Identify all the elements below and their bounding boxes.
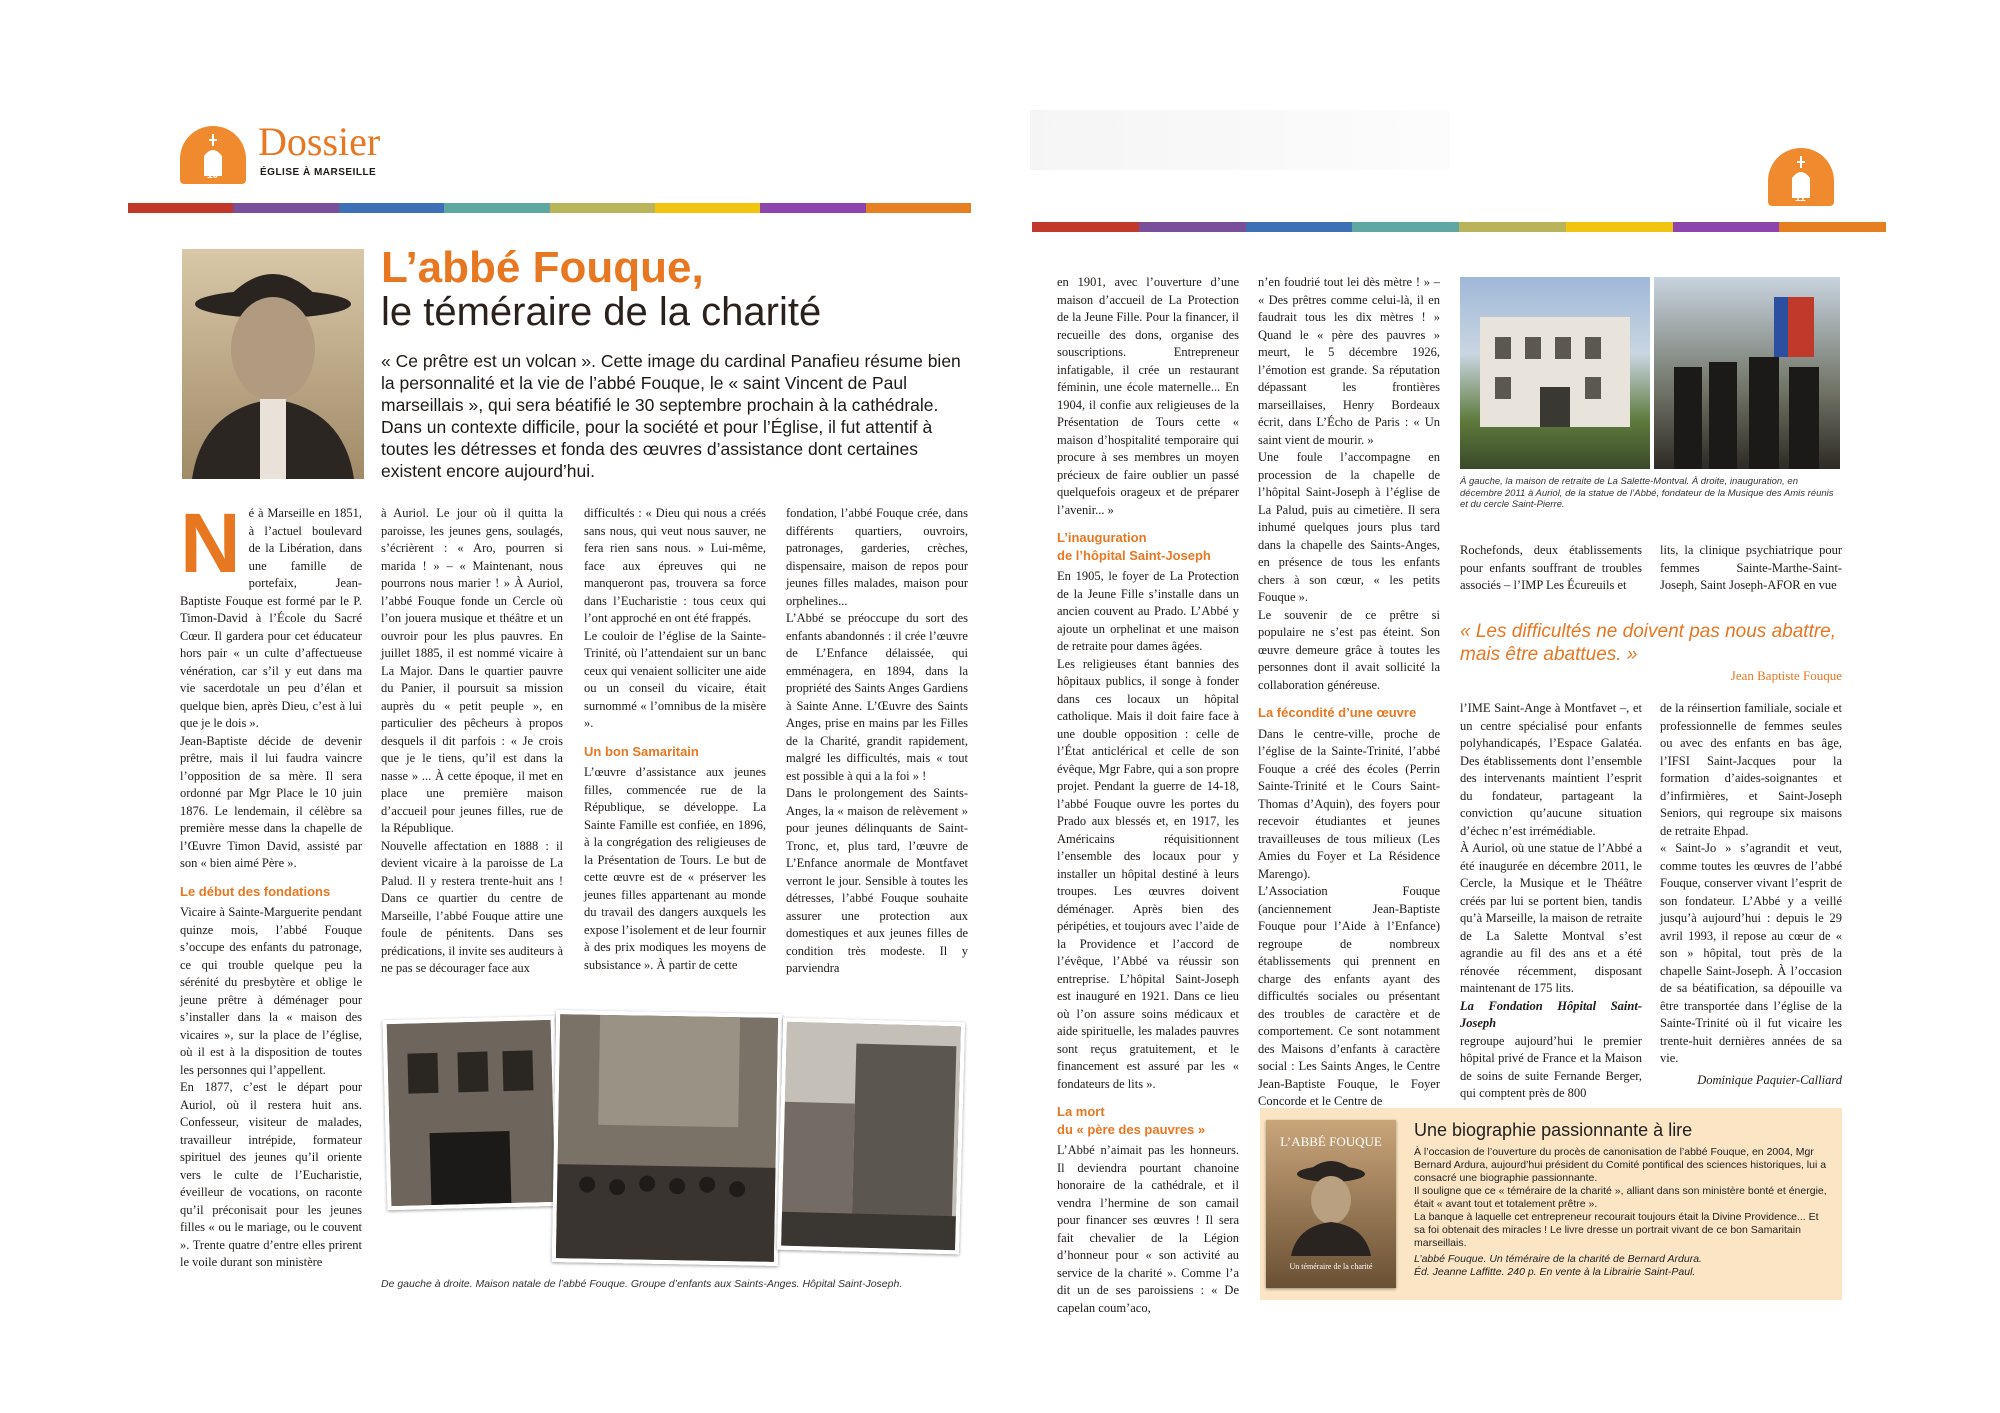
paragraph: Vicaire à Sainte-Marguerite pendant quinze mois, l’abbé Fouque s’occupe des enfants du patronage, ce qui trouble quelque peu la sérénité du presbytère et oblige le jeune prêtre à déménager pour s’installer dans la « maison des vicaires », sur la place de l’église, où il est à la disposition de toutes les personnes qui l’appellent.: [180, 905, 362, 1077]
book-cover-title: L’ABBÉ FOUQUE: [1280, 1134, 1382, 1149]
paragraph: lits, la clinique psychiatrique pour femmes Sainte-Marthe-Saint-Joseph, Saint Joseph-AFOR en vue: [1660, 543, 1842, 592]
subheading-line: du « père des pauvres »: [1057, 1121, 1206, 1137]
paragraph: é à Marseille en 1851, à l’actuel boulevard de la Libération, dans une famille de portefaix, Jean-Baptiste Fouque est formé par le P. Timon-David à l’École du Sacré Cœur. Il gardera pour cet éducateur hors pair « un culte d’affectueuse vénération, car s’il y eut dans ma vie sacerdotale un peu d’élan et quelque bien, après Dieu, c’est à lui que je le dois ».: [180, 506, 362, 730]
right-column-3: [1460, 700, 1642, 1103]
book-cover-subtitle: Un téméraire de la charité: [1289, 1262, 1373, 1271]
article-title-line2: le téméraire de la charité: [381, 290, 822, 334]
paragraph: L’Abbé se préoccupe du sort des enfants abandonnés : il crée l’œuvre de L’Enfance délaissée, qui emménagera, en 1894, dans la propriété des Saints Anges Gardiens à Sainte Anne. L’Œuvre des Saints Anges, prise en mains par les Filles de la Charité, grandit rapidement, malgré les difficultés, mais « tout est possible à qui a la foi » !: [786, 611, 968, 783]
paragraph: difficultés : « Dieu qui nous a créés sans nous, qui veut nous sauver, ne fera rien sans nous. » Lui-même, face aux épreuves qui ne manqueront pas, trouvera sa force dans l’Eucharistie : tous ceux qui l’ont approché en ont été frappés.: [584, 506, 766, 625]
paragraph: Le souvenir de ce prêtre si populaire ne s’est pas éteint. Son œuvre demeure grâce à toutes les personnes dont il avait sollicité la collaboration généreuse.: [1258, 607, 1440, 692]
faded-header: [1030, 110, 1450, 170]
box-reference: L’abbé Fouque. Un téméraire de la charité de Bernard Ardura.: [1414, 1253, 1702, 1265]
quote-author: Jean Baptiste Fouque: [1730, 668, 1842, 683]
photo-caption: De gauche à droite. Maison natale de l’abbé Fouque. Groupe d’enfants aux Saints-Anges. Hôpital Saint-Joseph.: [381, 1278, 903, 1290]
left-column-2: [381, 505, 563, 978]
subheading: La fécondité d’une œuvre: [1258, 705, 1417, 720]
paragraph: Rochefonds, deux établissements pour enfants souffrant de troubles associés – l’IMP Les Écureuils et: [1460, 543, 1642, 592]
photo-caption: À gauche, la maison de retraite de La Salette-Montval. À droite, inauguration, en décembre 2011 à Auriol, de la statue de l’Abbé, fondateur de la Musique des Amis réunis et du cercle Saint-Pierre.: [1460, 476, 1834, 510]
right-column-4: [1660, 700, 1842, 1089]
paragraph: L’Association Fouque (anciennement Jean-Baptiste Fouque pour l’Aide à l’Enfance) regroupe de nombreux établissements qui prennent en charge des enfants ayant des difficultés sociales ou présentant des troubles de caractère et de comportement. Ce sont notamment des Maisons d’enfants à caractère social : Les Saints Anges, le Centre Jean-Baptiste Fouque, le Foyer Concorde et le Centre de: [1258, 884, 1440, 1108]
left-column-4: [786, 505, 968, 978]
subheading: [1057, 529, 1239, 564]
right-column-1: [1057, 274, 1239, 1317]
right-column-4-top: [1660, 542, 1842, 595]
paragraph: L’Abbé n’aimait pas les honneurs. Il deviendra pourtant chanoine honoraire de la cathédrale, et il vendra l’hermine de son camail pour financer ses œuvres ! Il sera fait chevalier de la Légion d’honneur pour « son activité au service de la charité ». Comme l’a dit un de ses paroissiens : « De capelan coum’aco,: [1057, 1143, 1239, 1315]
paragraph: En 1905, le foyer de La Protection de la Jeune Fille s’installe dans un ancien couvent au Prado. L’Abbé y ajoute un orphelinat et une maison de retraite pour dames âgées.: [1057, 569, 1239, 653]
left-column-1: [180, 496, 362, 1272]
paragraph: n’en foudrié tout lei dès mètre ! » – « Des prêtres comme celui-là, il en faudrait tous les dix mètres ! » Quand le « père des pauvres » meurt, le 5 décembre 1926, l’émotion est grande. Sa réputation dépassant les frontières marseillaises, Henry Bordeaux écrit, dans L’Écho de Paris : « Un saint vient de mourir. »: [1258, 275, 1440, 447]
subheading-line: L’inauguration: [1057, 530, 1147, 545]
right-column-3-top: [1460, 542, 1642, 595]
left-column-3: [584, 505, 766, 974]
paragraph: En 1877, c’est le départ pour Auriol, où il restera huit ans. Confesseur, visiteur de malades, travailleur intrépide, formateur spirituel des jeunes qu’il oriente vers le culte de l’Eucharistie, éveilleur de vocations, on raconte qu’il préconisait pour les jeunes filles « ou le mariage, ou le couvent ». Trente quatre d’entre elles prirent le voile durant son ministère: [180, 1080, 362, 1269]
photo-birth-house: [383, 1016, 560, 1210]
photo-children-group: [552, 1010, 782, 1266]
subheading: [1057, 1103, 1239, 1138]
paragraph: fondation, l’abbé Fouque crée, dans différents quartiers, ouvroirs, patronages, garderies, crèches, dispensaire, maison de repos pour jeunes filles malades, maison pour orphelines...: [786, 506, 968, 608]
box-paragraph: À l’occasion de l’ouverture du procès de canonisation de l’abbé Fouque, en 2004, Mgr Bernard Ardura, aujourd’hui président du Comité pontifical des sciences historiques, lui a consacré une biographie passionnante.: [1414, 1146, 1827, 1184]
section-subtitle: ÉGLISE À MARSEILLE: [260, 167, 377, 178]
lede: « Ce prêtre est un volcan ». Cette image du cardinal Panafieu résume bien la personnalité et la vie de l’abbé Fouque, le « saint Vincent de Paul marseillais », qui sera béatifié le 30 septembre prochain à la cathédrale. Dans un contexte difficile, pour la société et pour l’Église, il fut attentif à toutes les détresses et fonda des œuvres d’assistance dont certaines existent encore aujourd’hui.: [381, 351, 961, 481]
box-paragraph: Il souligne que ce « téméraire de la charité », alliant dans son ministère bonté et énergie, était « avant tout et totalement prêtre ».: [1414, 1185, 1827, 1210]
paragraph: l’IME Saint-Ange à Montfavet –, et un centre spécialisé pour enfants polyhandicapés, l’Espace Galatéa. Des établissements dont l’ensemble des intervenants maintient l’esprit du fondateur, partageant la conviction qu’aucune situation d’échec n’est irrémédiable.: [1460, 701, 1642, 838]
paragraph: regroupe aujourd’hui le premier hôpital privé de France et la Maison de soins de suite Fernande Berger, qui comptent près de 800: [1460, 1033, 1642, 1100]
paragraph: Dans le centre-ville, proche de l’église de la Sainte-Trinité, l’abbé Fouque a créé des écoles (Perrin Sainte-Trinité et le Cours Saint-Thomas d’Aquin), des foyers pour recevoir étudiantes et jeunes travailleuses de tous milieux (Les Amies du Foyer et La Résidence Marengo).: [1258, 726, 1440, 881]
portrait-photo: [182, 249, 364, 479]
subheading: Le début des fondations: [180, 883, 331, 899]
pull-quote: « Les difficultés ne doivent pas nous abattre, mais être abattues. »: [1460, 621, 1837, 665]
article-title: L’abbé Fouque,: [381, 243, 704, 292]
box-text: [1414, 1146, 1832, 1279]
color-strip: [128, 203, 971, 213]
paragraph: en 1901, avec l’ouverture d’une maison d’accueil de La Protection de la Jeune Fille. Pour la financer, il recueille des dons, organise des souscriptions. Entrepreneur infatigable, il crée un restaurant féminin, une école maternelle... En 1904, il confie aux religieuses de la Présentation de Tours cette « maison d’hospitalité temporaire qui procure à ses membres un moyen précieux de faire oublier un passé quelquefois orageux et de préparer l’avenir... »: [1057, 275, 1239, 517]
paragraph: Dans le prolongement des Saints-Anges, la « maison de relèvement » pour jeunes délinquants de Saint-Tronc, et, plus tard, l’œuvre de L’Enfance anormale de Montfavet verront le jour. Sensible à toutes les détresses, l’abbé Fouque souhaite assurer une protection aux domestiques et aux jeunes filles de condition très modeste. Il y parviendra: [786, 786, 968, 975]
paragraph: Le couloir de l’église de la Sainte-Trinité, où l’attendaient sur un banc ceux qui venaient solliciter une aide ou un conseil du vicaire, était surnommé « l’omnibus de la misère ».: [584, 628, 766, 730]
color-strip: [1032, 222, 1886, 232]
paragraph: L’œuvre d’assistance aux jeunes filles, commencée rue de la République, se développe. La Sainte Famille est confiée, en 1896, à la congrégation des religieuses de la Présentation de Tours. Le but de cette œuvre est de « préserver les jeunes filles appartenant au monde du travail des dangers auxquels les expose l’isolement et de leur fournir à des prix modiques les moyens de subsistance ». À partir de cette: [584, 765, 766, 972]
paragraph: Nouvelle affectation en 1888 : il devient vicaire à la paroisse de La Palud. Il y restera trente-huit ans ! Dans ce quartier du centre de Marseille, l’abbé Fouque attire une foule de pénitents. Dans ses prédications, il invite ses auditeurs à ne pas se décourager face aux: [381, 838, 563, 975]
paragraph: Une foule l’accompagne en procession de la chapelle de l’hôpital Saint-Joseph à l’église de La Palud, puis au cimetière. Il sera inhumé quelques jours plus tard dans la chapelle des Saints-Anges, en présence de tous les enfants chers à son cœur, « les petits Fouque ».: [1258, 450, 1440, 604]
photo-statue-inauguration: [1654, 277, 1840, 469]
box-paragraph: La banque à laquelle cet entrepreneur recourait toujours était la Divine Providence... Et sa foi obtenait des miracles ! Le livre dresse un portrait vivant de ce bon Samaritain marseillais.: [1414, 1211, 1819, 1249]
subheading-line: de l’hôpital Saint-Joseph: [1057, 547, 1211, 563]
paragraph: à Auriol. Le jour où il quitta la paroisse, les jeunes gens, soulagés, s’écrièrent : « Aro, pourren si marida ! » – « Maintenant, nous pourrons nous marier ! » À Auriol, l’abbé Fouque fonde un Cercle où l’on jouera musique et théâtre et un ouvroir pour les plus pauvres. En juillet 1885, il est nommé vicaire à La Major. Dans le quartier pauvre du Panier, il poursuit sa mission auprès du « petit peuple », en particulier des pêcheurs à propos desquels il dit parfois : « Je crois que je le tiens, qu’il est dans la nasse » ... À cette époque, il met en place une première maison d’accueil pour jeunes filles, rue de la République.: [381, 506, 563, 835]
paragraph: de la réinsertion familiale, sociale et professionnelle de femmes seules ou avec des enfants en bas âge, l’IFSI Saint-Jacques pour la formation d’aides-soignantes et d’infirmières, et Saint-Joseph Seniors, qui regroupe six maisons de retraite Ehpad.: [1660, 701, 1842, 838]
book-cover: [1266, 1120, 1396, 1288]
biography-box: [1260, 1108, 1842, 1300]
box-title: Une biographie passionnante à lire: [1414, 1120, 1693, 1140]
page-number: 11: [1795, 193, 1806, 204]
box-reference: Éd. Jeanne Laffitte. 240 p. En vente à la Librairie Saint-Paul.: [1414, 1266, 1696, 1278]
photo-salette-montval: [1460, 277, 1650, 469]
paragraph: Les religieuses étant bannies des hôpitaux publics, il songe à fonder dans ces locaux un hôpital catholique. Mais il doit faire face à une double opposition : celle de l’État anticlérical et celle de son évêque, Mgr Fabre, qui a son propre projet. Pendant la guerre de 14-18, l’abbé Fouque ouvre les portes du Prado aux blessés et, en 1917, les Américains réquisitionnent l’ensemble des locaux pour y installer un hôpital destiné à leurs troupes. Les œuvres doivent déménager. Après bien des péripéties, et toujours avec l’aide de la Providence et l’accord de l’évêque, l’Abbé va réussir son entreprise. L’hôpital Saint-Joseph est inauguré en 1921. Dans ce lieu où l’on assure soins médicaux et aide spirituelle, les malades pauvres sont reçus gratuitement, et le financement est assuré par les « fondateurs de lits ».: [1057, 656, 1239, 1091]
signature: Dominique Paquier-Calliard: [1697, 1072, 1842, 1087]
right-column-2: [1258, 274, 1440, 1111]
paragraph: À Auriol, où une statue de l’Abbé a été inaugurée en décembre 2011, le Cercle, la Musique et le Théâtre créés par lui se portent bien, tandis qu’à Marseille, la maison de retraite de La Salette Montval s’est agrandie au fil des ans et a été rénovée récemment, disposant maintenant de 175 lits.: [1460, 841, 1642, 995]
drop-cap: N: [180, 496, 241, 590]
paragraph: « Saint-Jo » s’agrandit et veut, comme toutes les œuvres de l’abbé Fouque, conserver vivant l’esprit de son fondateur. L’Abbé y a veillé jusqu’à aujourd’hui : depuis le 29 avril 1993, il repose au cœur de « son » hôpital, tout près de la chapelle Saint-Joseph. À l’occasion de sa béatification, sa dépouille va être transportée dans l’église de la Sainte-Trinité où il fut vicaire les trente-huit dernières années de sa vie.: [1660, 841, 1842, 1065]
paragraph: Jean-Baptiste décide de devenir prêtre, mais il lui faudra vaincre l’opposition de sa mère. Il sera ordonné par Mgr Place le 10 juin 1876. Le lendemain, il célèbre sa première messe dans la chapelle de l’Œuvre Timon David, assisté par son « bien aimé Père ».: [180, 733, 362, 870]
paragraph: La Fondation Hôpital Saint-Joseph: [1460, 998, 1642, 1030]
photo-hospital: [777, 1018, 965, 1255]
subheading: Un bon Samaritain: [584, 743, 699, 759]
subheading-line: La mort: [1057, 1104, 1105, 1119]
section-title: Dossier: [258, 119, 381, 164]
page-number: 10: [207, 170, 219, 181]
